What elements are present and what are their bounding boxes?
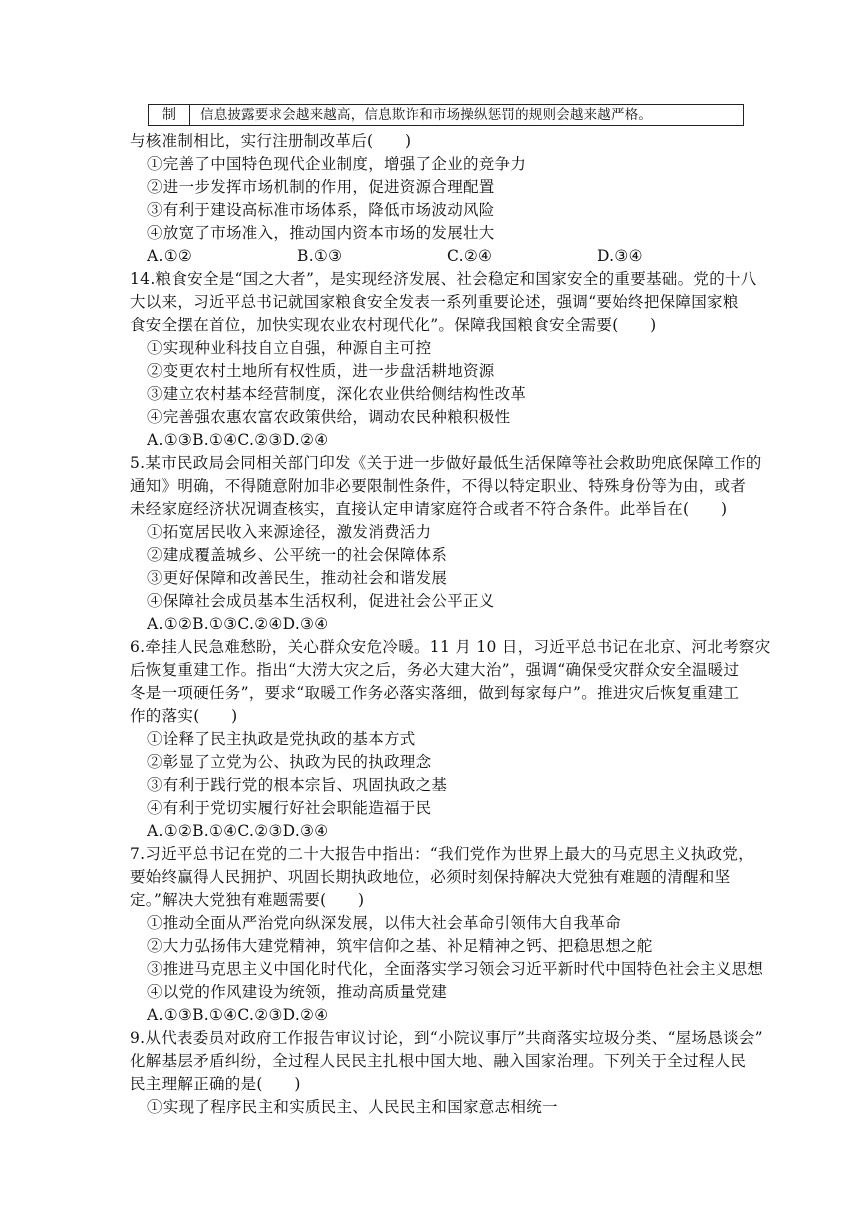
q7-answers: A.①③B.①④C.②③D.②④ [147,1006,329,1024]
q7-option-2: ②大力弘扬伟大建党精神，筑牢信仰之基、补足精神之钙、把稳思想之舵 [147,937,653,955]
q14-stem-line-3: 食安全摆在首位，加快实现农业农村现代化”。保障我国粮食安全需要( ) [130,316,657,334]
q9-stem-line-2: 化解基层矛盾纠纷，全过程人民民主扎根中国大地、融入国家治理。下列关于全过程人民 [130,1052,747,1070]
q5-answers: A.①②B.①③C.②④D.③④ [147,615,329,633]
q5-stem-line-1: 5.某市民政局会同相关部门印发《关于进一步做好最低生活保障等社会救助兜底保障工作的 [130,454,762,472]
q14-option-2: ②变更农村土地所有权性质，进一步盘活耕地资源 [147,362,495,380]
q14-answers: A.①③B.①④C.②③D.②④ [147,431,329,449]
q6-stem-line-2: 后恢复重建工作。指出“大涝大灾之后，务必大建大治”，强调“确保受灾群众安全温暖过 [130,661,740,679]
q7-stem-line-3: 定。”解决大党独有难题需要( ) [130,891,365,909]
q6-option-1: ①诠释了民主执政是党执政的基本方式 [147,730,416,748]
q13-option-3: ③有利于建设高标准市场体系，降低市场波动风险 [147,201,495,219]
q13-option-1: ①完善了中国特色现代企业制度，增强了企业的竞争力 [147,155,527,173]
q5-stem-line-3: 未经家庭经济状况调查核实，直接认定申请家庭符合或者不符合条件。此举旨在( ) [130,500,728,518]
q5-stem-line-2: 通知》明确，不得随意附加非必要限制性条件，不得以特定职业、特殊身份等为由，或者 [130,477,747,495]
q9-stem-line-1: 9.从代表委员对政府工作报告审议讨论，到“小院议事厅”共商落实垃圾分类、“屋场恳谈会” [130,1029,763,1047]
q14-stem-line-1: 14.粮食安全是“国之大者”，是实现经济发展、社会稳定和国家安全的重要基础。党的十八 [130,270,757,288]
q5-option-3: ③更好保障和改善民生，推动社会和谐发展 [147,569,448,587]
q14-option-4: ④完善强农惠农富农政策供给，调动农民种粮积极性 [147,408,511,426]
q13-option-2: ②进一步发挥市场机制的作用，促进资源合理配置 [147,178,495,196]
q14-stem-line-2: 大以来，习近平总书记就国家粮食安全发表一系列重要论述，强调“要始终把保障国家粮 [130,293,739,311]
q6-option-2: ②彰显了立党为公、执政为民的执政理念 [147,753,432,771]
table-cell-label: 制 [149,105,190,125]
q6-answers: A.①②B.①④C.②③D.③④ [147,822,329,840]
q13-answer-c: C.②④ [447,247,493,265]
q13-answer-d: D.③④ [597,247,643,265]
q7-stem-line-1: 7.习近平总书记在党的二十大报告中指出：“我们党作为世界上最大的马克思主义执政党， [130,845,755,863]
q14-option-3: ③建立农村基本经营制度，深化农业供给侧结构性改革 [147,385,527,403]
q7-option-1: ①推动全面从严治党向纵深发展，以伟大社会革命引领伟大自我革命 [147,914,622,932]
q7-option-3: ③推进马克思主义中国化时代化，全面落实学习领会习近平新时代中国特色社会主义思想 [147,960,764,978]
q6-stem-line-3: 冬是一项硬任务”，要求“取暖工作务必落实落细，做到每家每户”。推进灾后恢复重建工 [130,684,740,702]
q6-stem-line-4: 作的落实( ) [130,707,238,725]
q6-option-4: ④有利于党切实履行好社会职能造福于民 [147,799,432,817]
q14-option-1: ①实现种业科技自立自强，种源自主可控 [147,339,432,357]
q7-stem-line-2: 要始终赢得人民拥护、巩固长期执政地位，必须时刻保持解决大党独有难题的清醒和坚 [130,868,731,886]
q13-answer-b: B.①③ [297,247,343,265]
q6-option-3: ③有利于践行党的根本宗旨、巩固执政之基 [147,776,448,794]
q13-stem: 与核准制相比，实行注册制改革后( ) [130,132,412,150]
q13-option-4: ④放宽了市场准入，推动国内资本市场的发展壮大 [147,224,495,242]
q5-option-1: ①拓宽居民收入来源途径，激发消费活力 [147,523,432,541]
q7-option-4: ④以党的作风建设为统领，推动高质量党建 [147,983,448,1001]
q13-answers [147,245,747,267]
q5-option-4: ④保障社会成员基本生活权利，促进社会公平正义 [147,592,495,610]
info-table-row [148,104,744,126]
q6-stem-line-1: 6.牵挂人民急难愁盼，关心群众安危冷暖。11 月 10 日，习近平总书记在北京、河北考察灾 [130,638,771,656]
q5-option-2: ②建成覆盖城乡、公平统一的社会保障体系 [147,546,448,564]
q9-stem-line-3: 民主理解正确的是( ) [130,1075,301,1093]
q13-answer-a: A.①② [147,247,193,265]
table-cell-text: 信息披露要求会越来越高，信息欺诈和市场操纵惩罚的规则会越来越严格。 [200,107,653,123]
q9-option-1: ①实现了程序民主和实质民主、人民民主和国家意志相统一 [147,1098,558,1116]
